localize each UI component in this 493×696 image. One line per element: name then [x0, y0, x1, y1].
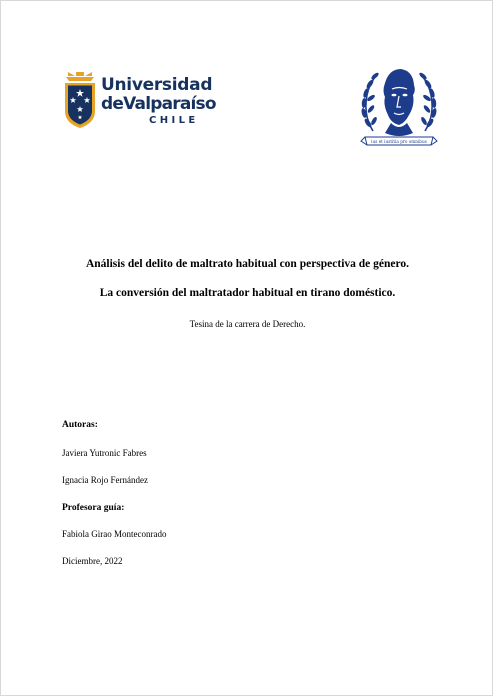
university-name-line2: deValparaíso — [101, 94, 216, 114]
university-logo — [63, 71, 216, 133]
faculty-seal-icon — [359, 65, 439, 149]
university-wordmark — [101, 77, 216, 126]
guide-label: Profesora guía: — [62, 503, 125, 513]
university-country: CHILE — [149, 115, 199, 126]
authors-label: Autoras: — [62, 420, 98, 430]
guide-name: Fabiola Girao Monteconrado — [62, 529, 167, 539]
document-title-line2: La conversión del maltratador habitual en tirano doméstico. — [99, 287, 396, 299]
author-name: Javiera Yutronic Fabres — [62, 448, 147, 458]
document-title-line1: Análisis del delito de maltrato habitual con perspectiva de género. — [85, 258, 410, 270]
university-shield-icon — [63, 71, 97, 129]
university-name-line1: Universidad — [101, 75, 213, 95]
seal-motto: ius et iustitia pro omnibus — [371, 139, 427, 145]
author-name: Ignacia Rojo Fernández — [62, 475, 148, 485]
document-date: Diciembre, 2022 — [62, 556, 123, 566]
document-subtitle: Tesina de la carrera de Derecho. — [189, 319, 306, 329]
